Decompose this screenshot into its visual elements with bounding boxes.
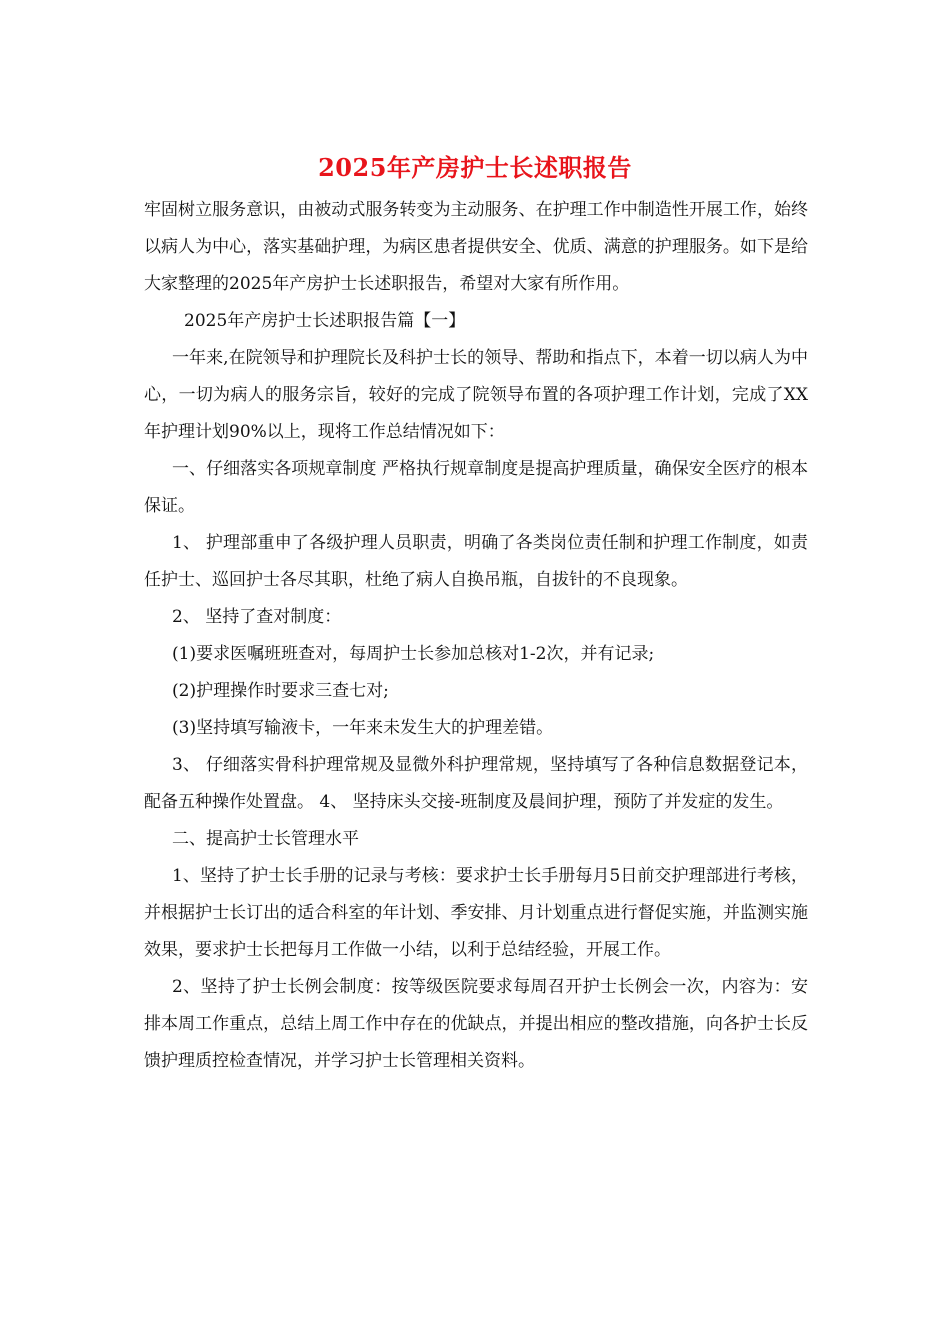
paragraph: 一年来,在院领导和护理院长及科护士长的领导、帮助和指点下，本着一切以病人为中心，一切为病人的服务宗旨，较好的完成了院领导布置的各项护理工作计划，完成了XX年护理计划90%以上，现将工作总结情况如下： (144, 348, 808, 442)
paragraph: 2、坚持了护士长例会制度：按等级医院要求每周召开护士长例会一次，内容为：安排本周工作重点，总结上周工作中存在的优缺点，并提出相应的整改措施，向各护士长反馈护理质控检查情况，并学习护士长管理相关资料。 (144, 977, 808, 1071)
document-title: 2025年产房护士长述职报告 (318, 153, 632, 182)
list-item: (3)坚持填写输液卡，一年来未发生大的护理差错。 (172, 718, 554, 738)
paragraph: 3、 仔细落实骨科护理常规及显微外科护理常规，坚持填写了各种信息数据登记本，配备五种操作处置盘。 4、 坚持床头交接-班制度及晨间护理，预防了并发症的发生。 (144, 755, 808, 812)
paragraph: 一、仔细落实各项规章制度 严格执行规章制度是提高护理质量，确保安全医疗的根本保证。 (144, 459, 808, 516)
section-heading: 2025年产房护士长述职报告篇【一】 (184, 311, 466, 331)
paragraph: 2、 坚持了查对制度： (172, 607, 342, 627)
intro-paragraph: 牢固树立服务意识，由被动式服务转变为主动服务、在护理工作中制造性开展工作，始终以病人为中心，落实基础护理，为病区患者提供安全、优质、满意的护理服务。如下是给大家整理的2025年产房护士长述职报告，希望对大家有所作用。 (144, 200, 808, 294)
list-item: (2)护理操作时要求三查七对; (172, 681, 389, 701)
list-item: (1)要求医嘱班班查对，每周护士长参加总核对1-2次，并有记录; (172, 644, 655, 664)
document-body (144, 192, 808, 1080)
paragraph: 1、坚持了护士长手册的记录与考核：要求护士长手册每月5日前交护理部进行考核，并根据护士长订出的适合科室的年计划、季安排、月计划重点进行督促实施，并监测实施效果，要求护士长把每月工作做一小结，以利于总结经验，开展工作。 (144, 866, 808, 960)
paragraph: 1、 护理部重申了各级护理人员职责，明确了各类岗位责任制和护理工作制度，如责任护士、巡回护士各尽其职，杜绝了病人自换吊瓶，自拔针的不良现象。 (144, 533, 808, 590)
section-heading: 二、提高护士长管理水平 (172, 829, 359, 849)
